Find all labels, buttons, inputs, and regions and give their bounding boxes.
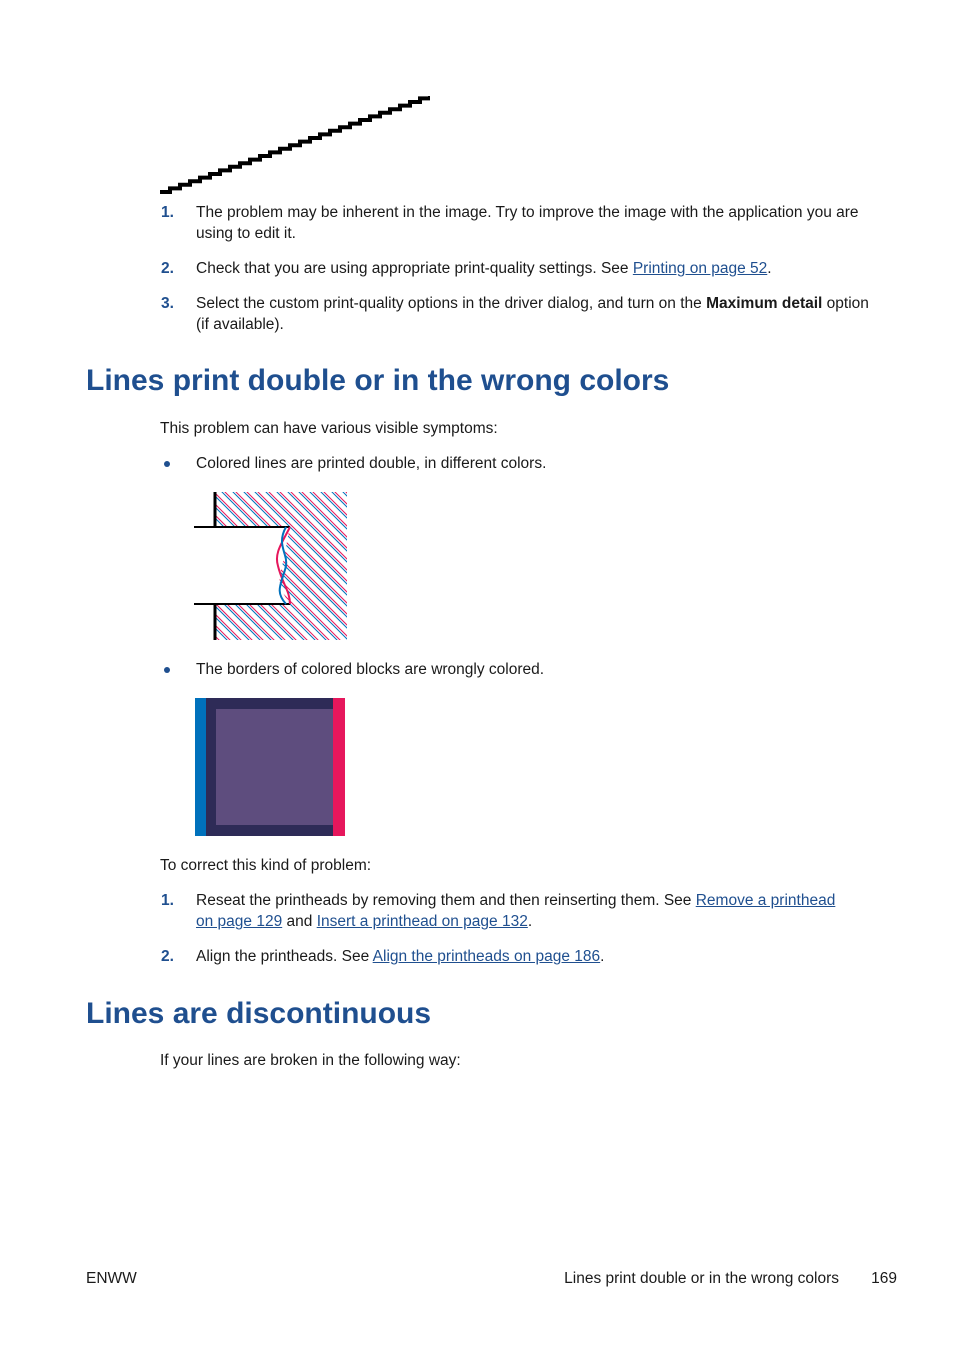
bullet-icon [164, 667, 170, 673]
hatch-line [194, 491, 198, 641]
hatch-line [194, 491, 228, 641]
step-text [196, 258, 886, 279]
hatch-line [194, 491, 195, 641]
step-number: 3. [161, 295, 174, 312]
link-insert-printhead[interactable]: Insert a printhead on page 132 [316, 913, 528, 930]
hatch-line [194, 491, 264, 641]
step-number: 1. [161, 204, 174, 221]
step-text-bold: Maximum detail [706, 295, 823, 312]
hatch-line [194, 491, 297, 641]
footer-left: ENWW [86, 1270, 137, 1287]
step-number: 1. [161, 892, 174, 909]
double-lines-illustration [194, 491, 348, 641]
step-text-before: Select the custom print-quality options in the driver dialog, and turn on the [196, 295, 707, 312]
link-remove-printhead[interactable]: Remove a printhead [695, 892, 836, 909]
stepped-line-illustration [158, 96, 430, 198]
step-text-before: Check that you are using appropriate print-quality settings. See [196, 260, 633, 277]
step-text-mid: and [282, 913, 317, 930]
link-remove-printhead-page[interactable]: on page 129 [196, 913, 283, 930]
hatch-line [213, 491, 348, 641]
colored-block-illustration [195, 698, 345, 836]
hatch-line [194, 491, 319, 641]
step-number: 2. [161, 948, 174, 965]
step-text-after: . [600, 948, 605, 965]
section-heading: Lines are discontinuous [86, 997, 432, 1030]
hatch-line [199, 491, 348, 641]
step-text-after: option (if available). [196, 295, 869, 333]
hatch-line [194, 491, 206, 641]
hatch-line [194, 491, 209, 641]
page-number: 169 [871, 1270, 897, 1287]
step-text [196, 890, 886, 932]
step-text-after: . [527, 913, 533, 930]
link-align-printheads[interactable]: Align the printheads on page 186 [372, 948, 601, 965]
step-text-before: Align the printheads. See [196, 948, 373, 965]
section-heading: Lines print double or in the wrong colors [86, 364, 670, 397]
step-text: The problem may be inherent in the image. Try to improve the image with the application you are using to edit it. [196, 204, 859, 242]
bullet-text: Colored lines are printed double, in different colors. [196, 455, 547, 472]
link-printing[interactable]: Printing on page 52 [632, 260, 768, 277]
step-text [196, 946, 886, 967]
bullet-text: The borders of colored blocks are wrongly colored. [196, 661, 545, 678]
step-text-after: . [767, 260, 772, 277]
correct-text: To correct this kind of problem: [160, 857, 372, 874]
bullet-icon [164, 461, 170, 467]
intro-text: If your lines are broken in the following way: [160, 1052, 461, 1069]
step-number: 2. [161, 260, 174, 277]
intro-text: This problem can have various visible symptoms: [160, 420, 498, 437]
hatch-line [194, 491, 231, 641]
step-text [196, 293, 886, 335]
step-text-before: Reseat the printheads by removing them and then reinserting them. See [196, 892, 696, 909]
footer-title: Lines print double or in the wrong colors [564, 1270, 839, 1287]
